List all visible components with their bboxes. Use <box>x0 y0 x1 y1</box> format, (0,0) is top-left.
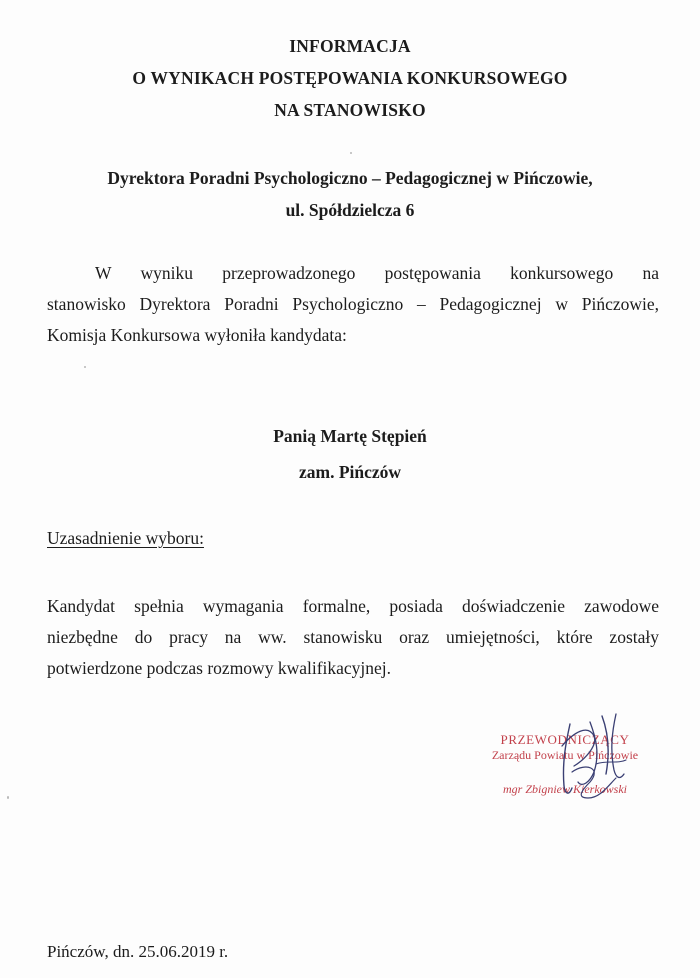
official-stamp <box>470 702 670 812</box>
rationale-paragraph <box>47 591 659 684</box>
place-and-date: Pińczów, dn. 25.06.2019 r. <box>47 942 229 961</box>
intro-line: Komisja Konkursowa wyłoniła kandydata: <box>47 325 347 345</box>
position-name: Dyrektora Poradni Psychologiczno – Pedagogicznej w Pińczowie, <box>107 168 593 188</box>
document-title: INFORMACJA <box>289 36 411 56</box>
scan-speck <box>84 366 86 368</box>
intro-paragraph <box>47 258 659 351</box>
position-address: ul. Spółdzielcza 6 <box>285 200 415 220</box>
rationale-line: niezbędne do pracy na ww. stanowisku oraz umiejętności, które zostały <box>47 627 659 647</box>
document-title-line-3: NA STANOWISKO <box>274 100 426 120</box>
rationale-heading: Uzasadnienie wyboru: <box>47 528 204 548</box>
handwritten-signature <box>470 702 670 812</box>
stamp-title: PRZEWODNICZĄCY <box>500 732 630 747</box>
rationale-line: potwierdzone podczas rozmowy kwalifikacyjnej. <box>47 658 392 678</box>
stamp-organization: Zarządu Powiatu w Pińczowie <box>491 748 639 762</box>
rationale-line: Kandydat spełnia wymagania formalne, posiada doświadczenie zawodowe <box>47 596 659 616</box>
candidate-name: Panią Martę Stępień <box>273 426 427 446</box>
candidate-city: zam. Pińczów <box>298 462 402 482</box>
stamp-person: mgr Zbigniew Kierkowski <box>502 782 627 796</box>
document-title-line-2: O WYNIKACH POSTĘPOWANIA KONKURSOWEGO <box>132 68 568 88</box>
scan-speck <box>7 796 9 799</box>
scan-speck <box>350 152 352 154</box>
intro-line: stanowisko Dyrektora Poradni Psychologiczno – Pedagogicznej w Pińczowie, <box>47 294 659 314</box>
intro-line: W wyniku przeprowadzonego postępowania konkursowego na <box>95 263 659 283</box>
